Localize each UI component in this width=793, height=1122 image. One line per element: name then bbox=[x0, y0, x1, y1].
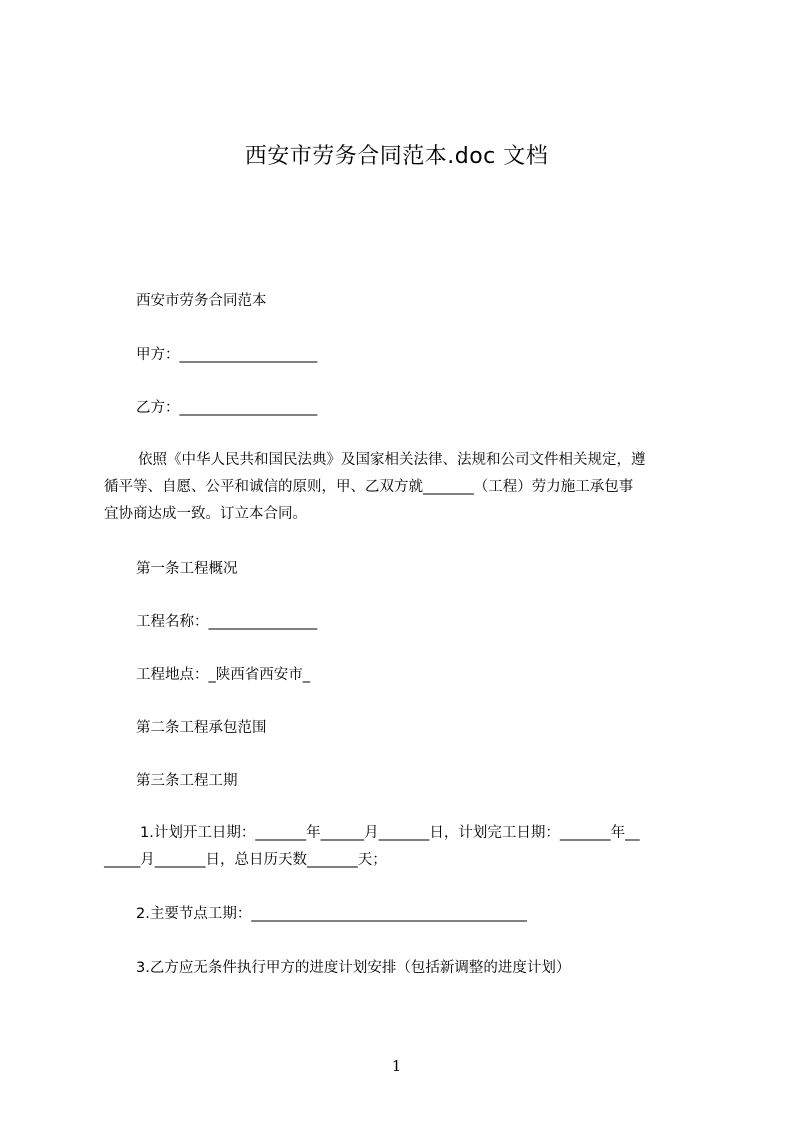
schedule-item-2: 2.主要节点工期：______________________________________ bbox=[136, 906, 527, 922]
article-3-title: 第三条工程工期 bbox=[136, 773, 238, 789]
party-b-field: 乙方：___________________ bbox=[136, 400, 318, 416]
project-name-field: 工程名称：_______________ bbox=[136, 614, 318, 630]
schedule-item-1-line-2: _____月_______日，总日历天数_______天； bbox=[104, 852, 387, 868]
document-title: 西安市劳务合同范本.doc 文档 bbox=[244, 144, 549, 169]
intro-paragraph bbox=[104, 447, 704, 528]
intro-line-1: 依照《中华人民共和国民法典》及国家相关法律、法规和公司文件相关规定，遵 bbox=[138, 452, 646, 468]
schedule-item-3: 3.乙方应无条件执行甲方的进度计划安排（包括新调整的进度计划） bbox=[136, 960, 571, 976]
contract-heading: 西安市劳务合同范本 bbox=[136, 293, 267, 309]
intro-line-2: 循平等、自愿、公平和诚信的原则，甲、乙双方就_______（工程）劳力施工承包事 bbox=[104, 479, 634, 495]
article-1-title: 第一条工程概况 bbox=[136, 561, 238, 577]
project-location-field: 工程地点：_陕西省西安市_ bbox=[136, 667, 310, 683]
schedule-item-1-line-1: 1.计划开工日期：_______年______月_______日，计划完工日期：_______年__ bbox=[140, 825, 640, 841]
article-2-title: 第二条工程承包范围 bbox=[136, 720, 267, 736]
page-number: 1 bbox=[391, 1057, 402, 1075]
schedule-item-1 bbox=[104, 820, 704, 874]
party-a-field: 甲方：___________________ bbox=[136, 347, 318, 363]
intro-line-3: 宜协商达成一致。订立本合同。 bbox=[104, 506, 307, 522]
